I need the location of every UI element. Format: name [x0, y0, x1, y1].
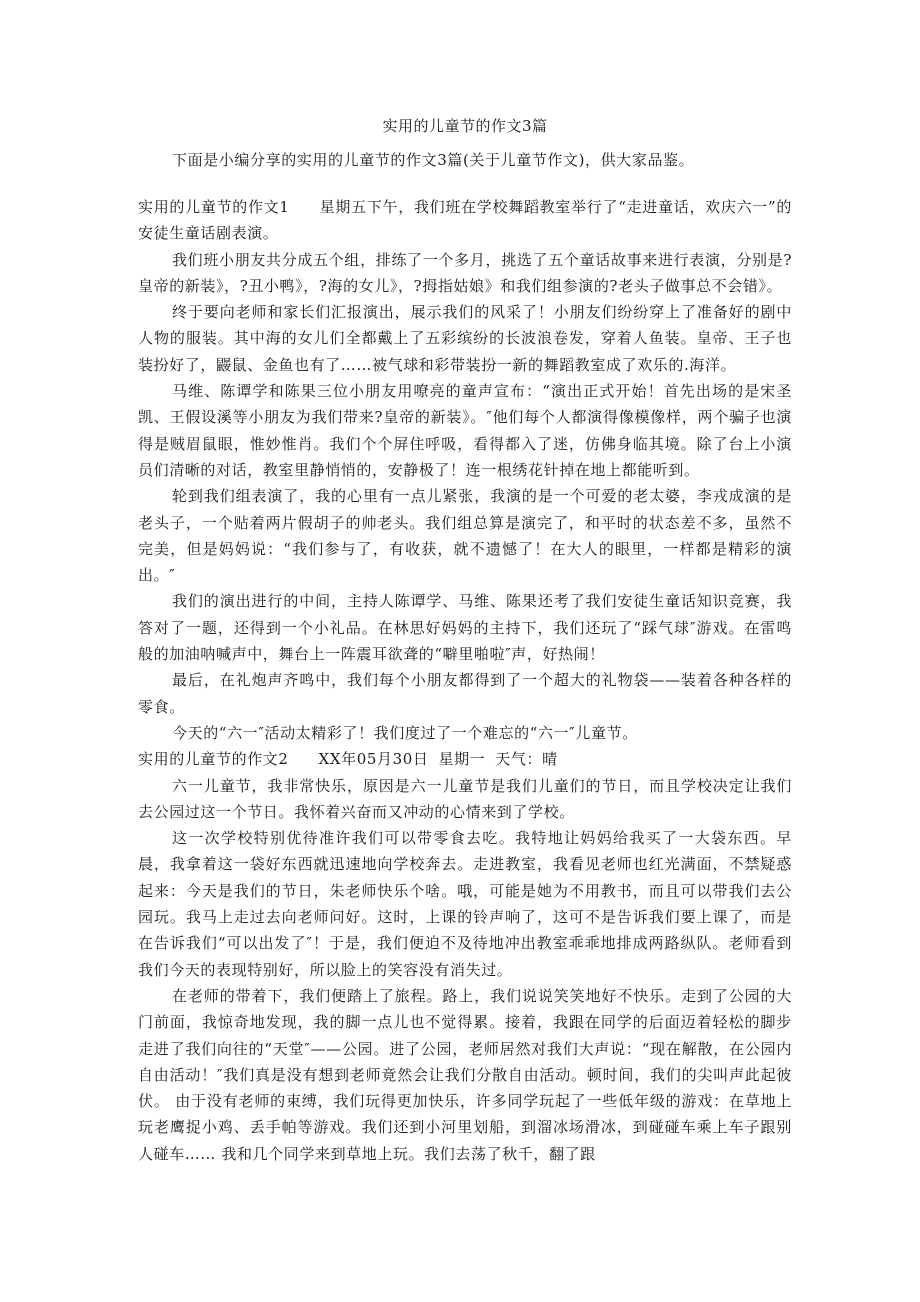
essay2-weekday: 星期一 — [438, 750, 486, 769]
essay1-paragraph: 终于要向老师和家长们汇报演出，展示我们的风采了！小朋友们纷纷穿上了准备好的剧中人物的服装。其中海的女儿们全都戴上了五彩缤纷的长波浪卷发，穿着人鱼装。皇帝、王子也装扮好了，鼹鼠、金鱼也有了……被气球和彩带装扮一新的舞蹈教室成了欢乐的.海洋。 — [138, 303, 792, 374]
essay1-heading-line — [138, 194, 792, 247]
document-title: 实用的儿童节的作文3篇 — [382, 117, 548, 135]
essay2-heading: 实用的儿童节的作文2 — [138, 750, 289, 769]
essay2-paragraph: 在老师的带着下，我们便踏上了旅程。路上，我们说说笑笑地好不快乐。走到了公园的大门前面，我惊奇地发现，我的脚一点儿也不觉得累。接着，我跟在同学的后面迈着轻松的脚步走进了我们向往的“天堂″——公园。进了公园，老师居然对我们大声说：“现在解散，在公园内自由活动！″我们真是没有想到老师竟然会让我们分散自由活动。顿时间，我们的尖叫声此起彼伏。 由于没有老师的束缚，我们玩得更加快乐，许多同学玩起了一些低年级的游戏：在草地上玩老鹰捉小鸡、丢手帕等游戏。我们还到小河里划船，到溜冰场滑冰，到碰碰车乘上车子跟别人碰车…… 我和几个同学来到草地上玩。我们去荡了秋千，翻了跟 — [138, 986, 792, 1163]
essay1-paragraph: 轮到我们组表演了，我的心里有一点儿紧张，我演的是一个可爱的老太婆，李戎成演的是老头子，一个贴着两片假胡子的帅老头。我们组总算是演完了，和平时的状态差不多，虽然不完美，但是妈妈说：“我们参与了，有收获，就不遗憾了！在大人的眼里，一样都是精彩的演出。″ — [138, 487, 792, 585]
essay1-paragraph: 最后，在礼炮声齐鸣中，我们每个小朋友都得到了一个超大的礼物袋——装着各种各样的零食。 — [138, 671, 792, 716]
essay2-date: XX年05月30日 — [318, 750, 429, 769]
essay2-weather: 天气：晴 — [495, 750, 558, 769]
essay1-opening: 星期五下午，我们班在学校舞蹈教室举行了“走进童话，欢庆六一”的安徒生童话剧表演。 — [138, 198, 792, 243]
essay2-paragraph: 这一次学校特别优待准许我们可以带零食去吃。我特地让妈妈给我买了一大袋东西。早晨，我拿着这一袋好东西就迅速地向学校奔去。走进教室，我看见老师也红光满面，不禁疑惑起来：今天是我们的节日，朱老师快乐个啥。哦，可能是她为不用教书，而且可以带我们去公园玩。我马上走过去向老师问好。这时，上课的铃声响了，这可不是告诉我们要上课了，而是在告诉我们“可以出发了″！于是，我们便迫不及待地冲出教室乖乖地排成两路纵队。老师看到我们今天的表现特别好，所以脸上的笑容没有消失过。 — [138, 829, 792, 979]
document-body — [138, 114, 792, 1167]
essay1-paragraph: 今天的“六一″活动太精彩了！我们度过了一个难忘的“六一″儿童节。 — [172, 723, 638, 742]
intro-paragraph: 下面是小编分享的实用的儿童节的作文3篇(关于儿童节作文)，供大家品鉴。 — [172, 151, 695, 169]
essay2-paragraph: 六一儿童节，我非常快乐，原因是六一儿童节是我们儿童们的节日，而且学校决定让我们去公园过这一个节日。我怀着兴奋而又冲动的心情来到了学校。 — [138, 776, 792, 821]
essay1-paragraph: 我们的演出进行的中间，主持人陈谭学、马维、陈果还考了我们安徒生童话知识竞赛，我答对了一题，还得到一个小礼品。在林思好妈妈的主持下，我们还玩了“踩气球″游戏。在雷鸣般的加油呐喊声中，舞台上一阵震耳欲聋的“噼里啪啦″声，好热闹！ — [138, 592, 792, 664]
essay2-heading-line — [138, 746, 792, 772]
essay1-paragraph: 马维、陈谭学和陈果三位小朋友用嘹亮的童声宣布：“演出正式开始！首先出场的是宋圣凯、王假设溪等小朋友为我们带来?皇帝的新装》。″他们每个人都演得像模像样，两个骗子也演得是贼眉鼠眼，惟妙惟肖。我们个个屏住呼吸，看得都入了迷，仿佛身临其境。除了台上小演员们清晰的对话，教室里静悄悄的，安静极了！连一根绣花针掉在地上都能听到。 — [138, 382, 792, 479]
essay1-heading: 实用的儿童节的作文1 — [138, 198, 290, 216]
essay1-paragraph: 我们班小朋友共分成五个组，排练了一个多月，挑选了五个童话故事来进行表演，分别是?皇帝的新装》，?丑小鸭》，?海的女儿》，?拇指姑娘》和我们组参演的?老头子做事总不会错》。 — [138, 250, 792, 295]
